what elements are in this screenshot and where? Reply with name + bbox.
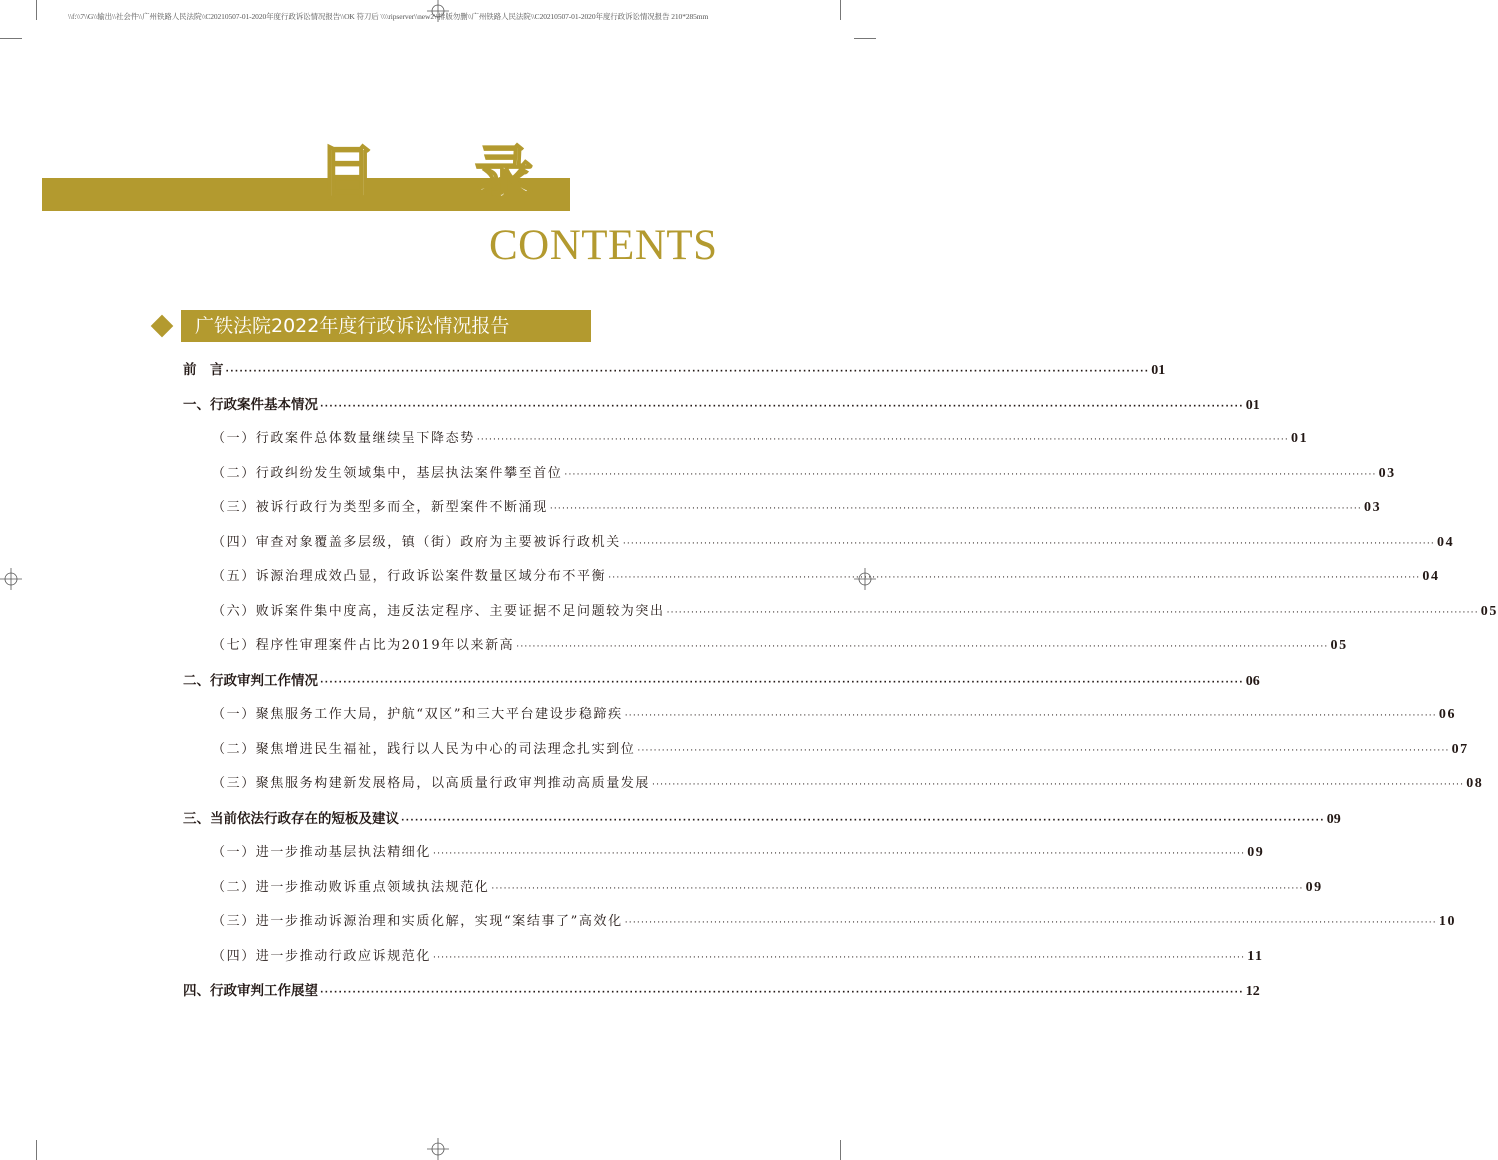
toc-leader-dots: ········································································································································································································ xyxy=(401,815,1325,826)
toc-entry[interactable] xyxy=(183,358,1166,382)
toc-page-number: 06 xyxy=(1245,673,1260,689)
toc-entry[interactable] xyxy=(212,703,1457,727)
toc-entry-title: 前 言 xyxy=(183,362,224,378)
toc-leader-dots: ········································································································································································································ xyxy=(622,538,1435,549)
toc-leader-dots: ········································································································································································································ xyxy=(516,642,1329,652)
toc-entry[interactable] xyxy=(183,979,1260,1003)
toc-leader-dots: ········································································································································································································ xyxy=(549,504,1362,514)
toc-entry-title: （二）进一步推动败诉重点领域执法规范化 xyxy=(212,879,490,895)
toc-leader-dots: ········································································································································································································ xyxy=(320,401,1244,412)
crop-mark-bottom-right xyxy=(840,1140,841,1160)
toc-leader-dots: ········································································································································································································ xyxy=(320,677,1244,688)
title-char-lu: 录 xyxy=(475,139,534,207)
title-char-mu: 目 xyxy=(318,139,377,207)
toc-entry[interactable] xyxy=(212,910,1457,934)
toc-entry-title: 二、行政审判工作情况 xyxy=(183,672,318,689)
toc-entry[interactable] xyxy=(183,669,1260,693)
toc-leader-dots: ········································································································································································································ xyxy=(433,849,1246,859)
title-english: CONTENTS xyxy=(489,222,718,269)
toc-entry[interactable] xyxy=(212,496,1382,520)
toc-entry-title: （四）进一步推动行政应诉规范化 xyxy=(212,948,432,964)
toc-entry-title: （四）审查对象覆盖多层级，镇（街）政府为主要被诉行政机关 xyxy=(212,534,621,550)
toc-page-number: 09 xyxy=(1326,811,1341,827)
toc-page-number: 07 xyxy=(1451,741,1469,757)
toc-leader-dots: ········································································································································································································ xyxy=(608,573,1421,583)
toc-entry[interactable] xyxy=(212,462,1396,486)
toc-page-number: 04 xyxy=(1436,534,1455,550)
toc-entry-title: （二）行政纠纷发生领域集中，基层执法案件攀至首位 xyxy=(212,465,563,481)
toc-entry[interactable] xyxy=(183,807,1341,831)
toc-entry[interactable] xyxy=(212,876,1323,900)
report-title: 广铁法院2022年度行政诉讼情况报告 xyxy=(181,310,591,342)
toc-entry[interactable] xyxy=(212,738,1469,762)
toc-entry-title: （六）败诉案件集中度高，违反法定程序、主要证据不足问题较为突出 xyxy=(212,603,665,619)
toc-page-number: 09 xyxy=(1305,879,1323,895)
toc-entry-title: （三）被诉行政行为类型多而全，新型案件不断涌现 xyxy=(212,500,548,515)
toc-entry[interactable] xyxy=(212,772,1484,796)
toc-entry-title: （二）聚焦增进民生福祉，践行以人民为中心的司法理念扎实到位 xyxy=(212,741,636,757)
crop-mark-top-right xyxy=(840,0,841,20)
toc-page-number: 01 xyxy=(1245,397,1260,413)
toc-entry[interactable] xyxy=(212,634,1348,658)
toc-entry-title: 四、行政审判工作展望 xyxy=(183,983,318,999)
toc-entry-title: （一）行政案件总体数量继续呈下降态势 xyxy=(212,431,475,446)
toc-leader-dots: ········································································································································································································ xyxy=(476,435,1289,445)
toc-page-number: 11 xyxy=(1247,948,1264,964)
toc-leader-dots: ········································································································································································································ xyxy=(491,883,1304,894)
toc-page-number: 04 xyxy=(1422,569,1440,584)
toc-page-number: 08 xyxy=(1466,776,1484,791)
registration-mark-top-icon xyxy=(427,0,449,22)
toc-leader-dots: ········································································································································································································ xyxy=(225,367,1150,377)
registration-mark-left-icon xyxy=(0,568,22,590)
toc-page-number: 10 xyxy=(1438,914,1457,929)
toc-leader-dots: ········································································································································································································ xyxy=(320,988,1244,998)
toc-leader-dots: ········································································································································································································ xyxy=(624,711,1437,721)
toc-entry[interactable] xyxy=(183,393,1260,417)
crop-mark-bottom-left xyxy=(36,1140,37,1160)
toc-page-number: 05 xyxy=(1480,603,1498,619)
toc-page-number: 05 xyxy=(1330,638,1348,653)
toc-leader-dots: ········································································································································································································ xyxy=(666,607,1479,618)
registration-mark-bottom-icon xyxy=(427,1138,449,1160)
toc-page-number: 01 xyxy=(1151,363,1166,378)
toc-entry-title: （三）聚焦服务构建新发展格局，以高质量行政审判推动高质量发展 xyxy=(212,776,651,791)
toc-entry[interactable] xyxy=(212,841,1265,865)
toc-entry[interactable] xyxy=(212,531,1455,555)
print-slug: \\f:\\7\\G\\输出\\社会件\\广州铁路人民法院\\C20210507-01-2020年度行政诉讼情况报告\\OK 符刀后 \\\\ripserver\\new2\\排版勿删\\广州铁路人民法院\\C20210507-01-2020年度行政诉讼情况报告 210*285mm xyxy=(68,12,709,21)
toc-entry[interactable] xyxy=(212,600,1498,624)
crop-mark-top-left-h xyxy=(0,38,22,39)
toc-entry-title: 三、当前依法行政存在的短板及建议 xyxy=(183,810,399,827)
toc-leader-dots: ········································································································································································································ xyxy=(433,952,1246,963)
toc-entry[interactable] xyxy=(212,945,1264,969)
toc-entry-title: （五）诉源治理成效凸显，行政诉讼案件数量区域分布不平衡 xyxy=(212,569,607,584)
crop-mark-top-right-h xyxy=(854,38,876,39)
toc-entry-title: （七）程序性审理案件占比为2019年以来新高 xyxy=(212,638,515,653)
toc-entry-title: （一）进一步推动基层执法精细化 xyxy=(212,845,432,860)
toc-page-number: 06 xyxy=(1438,707,1457,722)
crop-mark-top-left xyxy=(36,0,37,20)
toc-entry[interactable] xyxy=(212,427,1309,451)
toc-entry-title: （一）聚焦服务工作大局，护航“双区”和三大平台建设步稳蹄疾 xyxy=(212,707,623,722)
diamond-bullet-icon xyxy=(151,315,174,338)
toc-leader-dots: ········································································································································································································ xyxy=(637,745,1450,756)
toc-leader-dots: ········································································································································································································ xyxy=(624,918,1437,928)
toc-page-number: 03 xyxy=(1363,500,1382,515)
toc-page-number: 09 xyxy=(1247,845,1265,860)
toc-entry[interactable] xyxy=(212,565,1440,589)
toc-page-number: 03 xyxy=(1378,465,1396,481)
toc-page-number: 01 xyxy=(1290,431,1309,446)
toc-entry-title: 一、行政案件基本情况 xyxy=(183,396,318,413)
toc-leader-dots: ········································································································································································································ xyxy=(564,469,1377,480)
toc-leader-dots: ········································································································································································································ xyxy=(652,780,1465,790)
toc-entry-title: （三）进一步推动诉源治理和实质化解，实现“案结事了”高效化 xyxy=(212,914,623,929)
toc-page-number: 12 xyxy=(1245,984,1260,999)
